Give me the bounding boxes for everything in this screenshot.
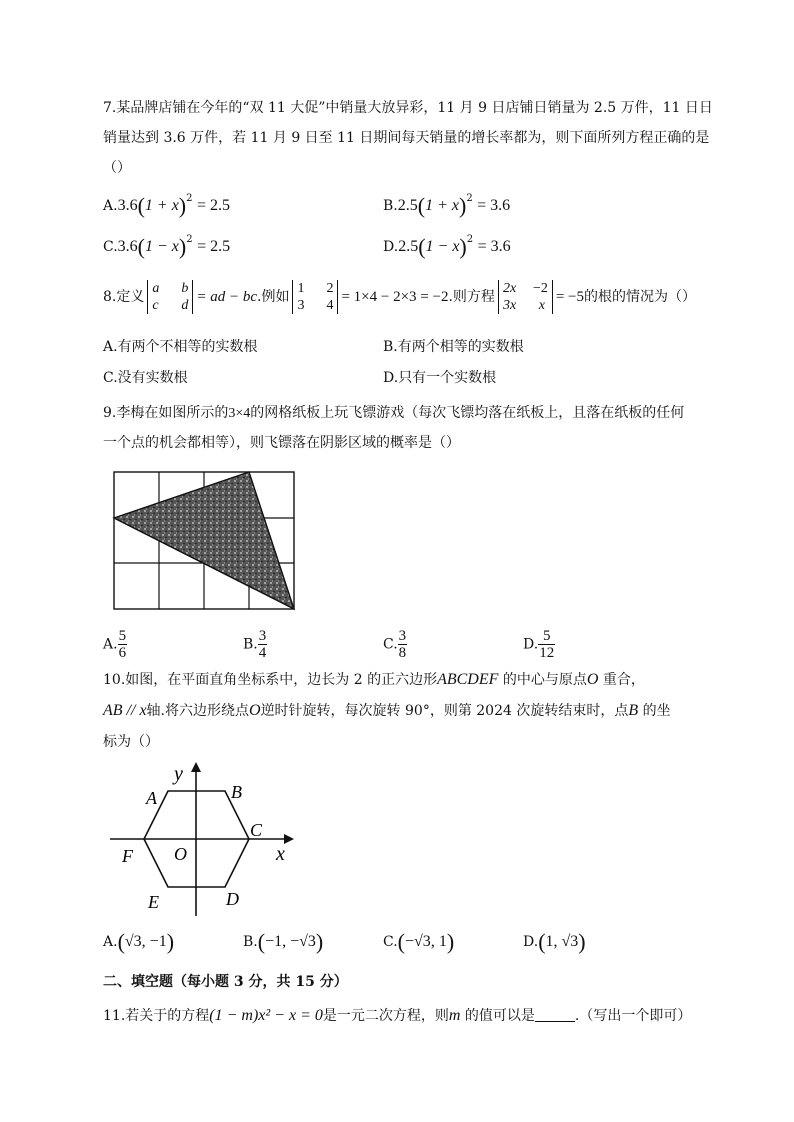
- q7-option-a[interactable]: $A.3.6(1 + x)^2 = 2.5$: [103, 193, 230, 218]
- q10-option-a[interactable]: A.(√3, −1): [103, 929, 175, 954]
- q8-determinant-equation: 2x −2 3x x: [498, 280, 553, 314]
- section-title: 二、填空题（每小题 3 分，共 15 分）: [103, 974, 348, 990]
- q8-stem: 8.定义 a b c d = ad − bc.例如 1 2 3 4 = 1×4 − 2×3 = −2.则方程 2x −2 3x x = −5的根的情况为（）: [103, 281, 697, 313]
- q7-stem-line3: （）: [103, 160, 131, 176]
- q8-option-a[interactable]: A.有两个不相等的实数根: [103, 339, 258, 355]
- q9-option-b[interactable]: B. $\frac{3}{4}$: [243, 628, 267, 661]
- q7-stem-line1: 7.某品牌店铺在今年的“双 11 大促”中销量大放异彩，11 月 9 日店铺日销量为 2.5 万件，11 日日: [103, 100, 713, 116]
- label-x: x: [276, 843, 285, 865]
- y-axis-arrow: [191, 762, 201, 772]
- label-b: B: [231, 782, 242, 802]
- q7-option-d[interactable]: $D.2.5(1 - x)^2 = 3.6$: [383, 234, 511, 259]
- q10-stem-line1: 10.如图，在平面直角坐标系中，边长为 2 的正六边形ABCDEF 的中心与原点O 重合，: [103, 671, 645, 688]
- q9-grid-figure: [108, 468, 300, 614]
- answer-blank[interactable]: [535, 1007, 575, 1022]
- q10-hexagon-figure: [108, 760, 298, 918]
- label-e: E: [148, 892, 159, 912]
- label-o: O: [174, 844, 187, 864]
- q8-option-c[interactable]: C.没有实数根: [103, 370, 188, 386]
- q8-determinant-definition: a b c d: [147, 280, 193, 314]
- q9-stem-line2: 一个点的机会都相等），则飞镖落在阴影区域的概率是（）: [103, 435, 460, 451]
- q7-option-c[interactable]: $C.3.6(1 - x)^2 = 2.5$: [103, 234, 231, 259]
- label-y: y: [174, 763, 183, 785]
- q10-option-b[interactable]: B.(−1, −√3): [243, 929, 324, 954]
- q9-option-d[interactable]: D. $\frac{5}{12}$: [523, 628, 555, 661]
- q11-stem: 11.若关于的方程(1 − m)x² − x = 0是一元二次方程，则m 的值可以是 .（写出一个即可）: [103, 1007, 692, 1024]
- x-axis-arrow: [284, 834, 294, 844]
- label-d: D: [226, 889, 239, 909]
- q7-option-b[interactable]: $B.2.5(1 + x)^2 = 3.6$: [383, 193, 511, 218]
- q8-option-d[interactable]: D.只有一个实数根: [383, 370, 497, 386]
- label-f: F: [122, 846, 133, 866]
- q7-stem-line2: 销量达到 3.6 万件，若 11 月 9 日至 11 日期间每天销量的增长率都为，则下面所列方程正确的是: [103, 130, 710, 146]
- q9-option-c[interactable]: C. $\frac{3}{8}$: [383, 628, 407, 661]
- q8-determinant-example: 1 2 3 4: [292, 280, 338, 314]
- label-c: C: [250, 820, 263, 840]
- label-a: A: [146, 788, 157, 808]
- q9-stem-line1: 9.李梅在如图所示的3×4的网格纸板上玩飞镖游戏（每次飞镖均落在纸板上，且落在纸板的任何: [103, 405, 685, 421]
- q10-option-d[interactable]: D.(1, √3): [523, 929, 586, 954]
- q8-option-b[interactable]: B.有两个相等的实数根: [383, 339, 524, 355]
- q10-stem-line3: 标为（）: [103, 734, 159, 750]
- q9-option-a[interactable]: A. $\frac{5}{6}$: [103, 628, 127, 661]
- q10-option-c[interactable]: C.(−√3, 1): [383, 929, 455, 954]
- q10-stem-line2: AB // x轴.将六边形绕点O逆时针旋转，每次旋转 90°，则第 2024 次旋转结束时，点B 的坐: [103, 702, 671, 719]
